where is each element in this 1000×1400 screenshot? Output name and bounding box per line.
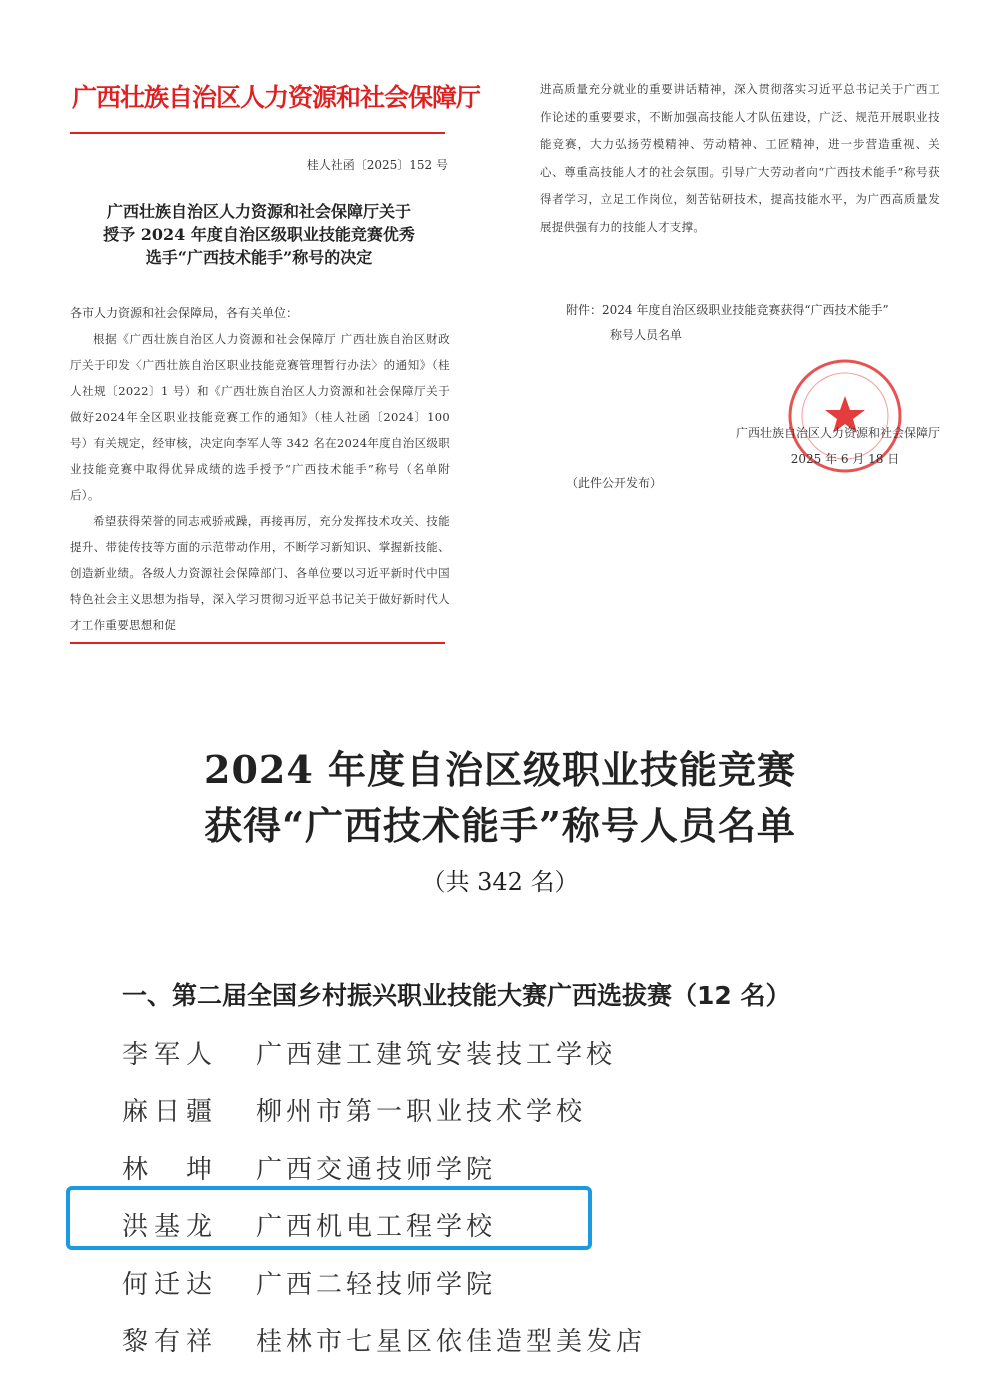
- document-title-line: 授予 2024 年度自治区级职业技能竞赛优秀: [103, 225, 415, 244]
- person-name: 李军人: [122, 1040, 219, 1070]
- person-organization: 柳州市第一职业技术学校: [256, 1097, 587, 1127]
- document-number: 桂人社函〔2025〕152 号: [306, 158, 448, 172]
- continuation-paragraph: 进高质量充分就业的重要讲话精神，深入贯彻落实习近平总书记关于广西工作论述的重要要求，不断加强高技能人才队伍建设，广泛、规范开展职业技能竞赛，大力弘扬劳模精神、劳动精神、工匠精神，进一步营造重视、关心、尊重高技能人才的社会氛围。引导广大劳动者向“广西技术能手”称号获得者学习，立足工作岗位，刻苦钻研技术，提高技能水平，为广西高质量发展提供强有力的技能人才支撑。: [540, 82, 940, 234]
- document-title-line: 选手“广西技术能手”称号的决定: [145, 248, 373, 267]
- person-organization: 桂林市七星区依佳造型美发店: [256, 1327, 647, 1357]
- section-heading: 一、第二届全国乡村振兴职业技能大赛广西选拔赛（12 名）: [122, 981, 791, 1010]
- list-item: [122, 1149, 822, 1189]
- list-item: [122, 1264, 822, 1304]
- person-name: 何迁达: [122, 1270, 219, 1300]
- document-title-line: 广西壮族自治区人力资源和社会保障厅关于: [106, 202, 411, 221]
- attachment-line: 附件：2024 年度自治区级职业技能竞赛获得“广西技术能手”: [566, 303, 889, 317]
- issue-date: 2025 年 6 月 18 日: [790, 452, 900, 466]
- person-organization: 广西建工建筑安装技工学校: [256, 1040, 617, 1070]
- list-item: [122, 1091, 822, 1131]
- org-letterhead: 广西壮族自治区人力资源和社会保障厅: [72, 83, 481, 112]
- person-organization: 广西交通技师学院: [256, 1155, 497, 1185]
- document-title: [70, 200, 448, 269]
- addressee: 各市人力资源和社会保障局，各有关单位：: [70, 306, 299, 320]
- list-title-line: 获得“广西技术能手”称号人员名单: [204, 803, 796, 848]
- person-name: 林 坤: [122, 1155, 219, 1185]
- person-organization: 广西二轻技师学院: [256, 1270, 497, 1300]
- person-name: 洪基龙: [122, 1212, 219, 1242]
- publication-note: （此件公开发布）: [566, 476, 663, 490]
- list-title-line: 2024 年度自治区级职业技能竞赛: [204, 747, 796, 792]
- list-item: [122, 1321, 822, 1361]
- person-name: 麻日疆: [122, 1097, 219, 1127]
- list-item: [122, 1034, 822, 1074]
- list-count: （共 342 名）: [421, 868, 579, 896]
- issuing-authority: 广西壮族自治区人力资源和社会保障厅: [735, 426, 940, 440]
- list-title: [60, 742, 940, 854]
- person-organization: 广西机电工程学校: [256, 1212, 497, 1242]
- page-bottom-divider: [70, 642, 445, 644]
- attachment-note: [566, 298, 936, 348]
- highlight-box: [66, 1186, 592, 1250]
- body-paragraph: 根据《广西壮族自治区人力资源和社会保障厅 广西壮族自治区财政厅关于印发〈广西壮族自治区职业技能竞赛管理暂行办法〉的通知》（桂人社规〔2022〕1 号）和《广西壮族自治区人力资源和社会保障厅关于做好2024年全区职业技能竞赛工作的通知》（桂人社函〔2024〕100 号）有关规定，经审核，决定向李军人等 342 名在2024年度自治区级职业技能竞赛中取得优异成绩的选手授予“广西技术能手”称号（名单附后）。: [70, 332, 450, 502]
- attachment-line: 称号人员名单: [610, 328, 683, 342]
- person-name: 黎有祥: [122, 1327, 219, 1357]
- letterhead-divider: [70, 132, 445, 134]
- body-paragraph: 希望获得荣誉的同志戒骄戒躁，再接再厉，充分发挥技术攻关、技能提升、带徒传技等方面的示范带动作用，不断学习新知识、掌握新技能、创造新业绩。各级人力资源社会保障部门、各单位要以习近平新时代中国特色社会主义思想为指导，深入学习贯彻习近平总书记关于做好新时代人才工作重要思想和促: [70, 514, 450, 632]
